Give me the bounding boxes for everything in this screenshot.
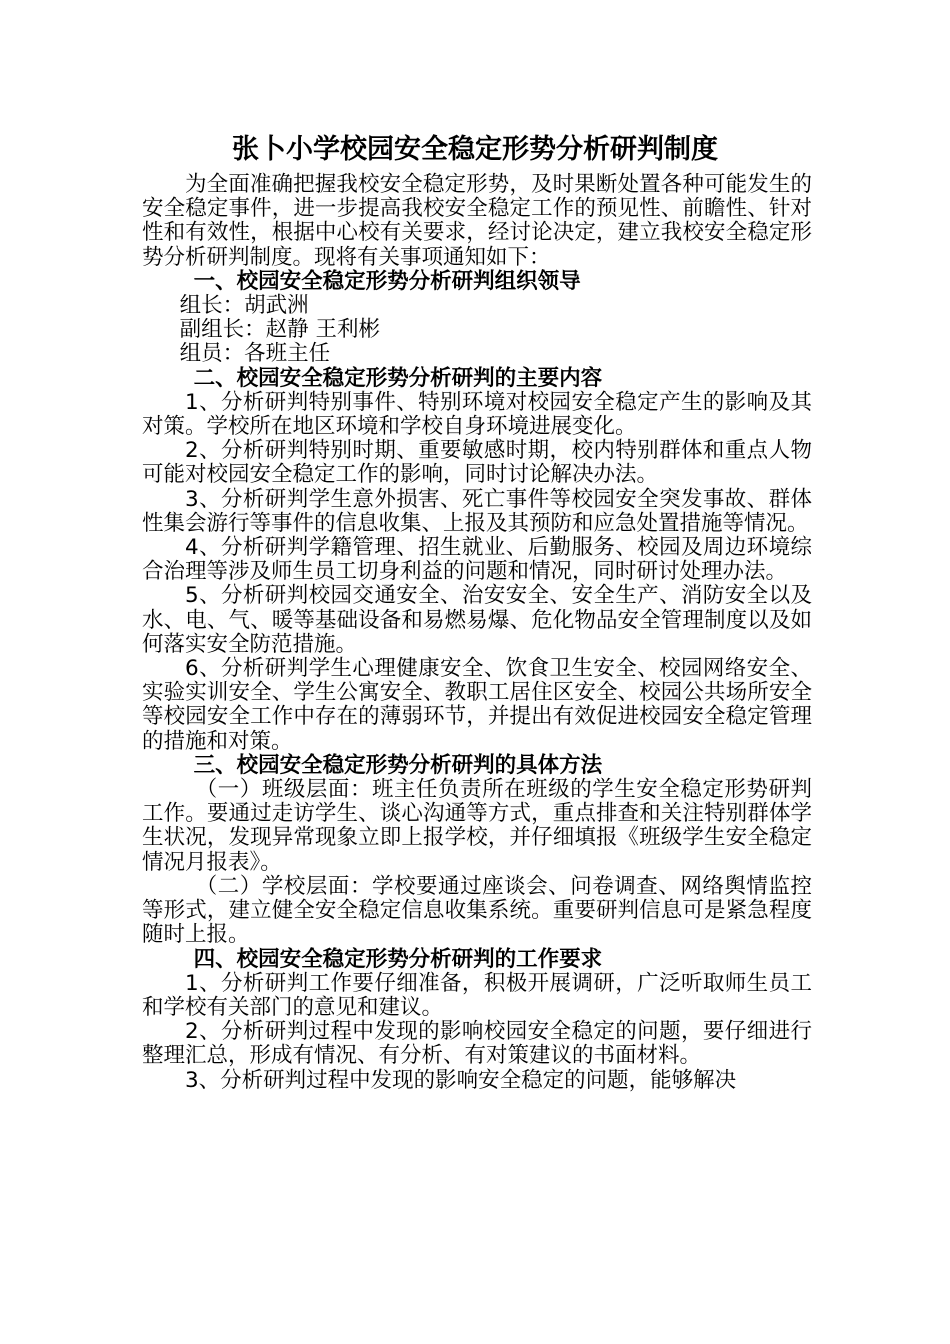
section-2-item-5: 5、分析研判校园交通安全、治安安全、安全生产、消防安全以及水、电、气、暖等基础设备和易燃易爆、危化物品安全管理制度以及如何落实安全防范措施。 (142, 583, 812, 657)
section-3-item-1: （一）班级层面：班主任负责所在班级的学生安全稳定形势研判工作。要通过走访学生、谈心沟通等方式，重点排查和关注特别群体学生状况，发现异常现象立即上报学校，并仔细填报《班级学生安全稳定情况月报表》。 (142, 777, 812, 875)
document-title: 张卜小学校园安全稳定形势分析研判制度 (232, 134, 718, 165)
section-2-item-3: 3、分析研判学生意外损害、死亡事件等校园安全突发事故、群体性集会游行等事件的信息收集、上报及其预防和应急处置措施等情况。 (142, 486, 812, 536)
leader-line: 组长：胡武洲 (179, 293, 309, 319)
document-body (142, 173, 812, 1093)
section-1-heading: 一、校园安全稳定形势分析研判组织领导 (193, 268, 581, 294)
section-4-item-1: 1、分析研判工作要仔细准备，积极开展调研，广泛听取师生员工和学校有关部门的意见和建议。 (142, 970, 812, 1020)
deputy-leader-line: 副组长：赵静 王利彬 (179, 317, 380, 343)
section-4-item-3: 3、分析研判过程中发现的影响安全稳定的问题，能够解决 (185, 1067, 737, 1093)
members-line: 组员：各班主任 (179, 341, 331, 367)
section-2-item-1: 1、分析研判特别事件、特别环境对校园安全稳定产生的影响及其对策。学校所在地区环境和学校自身环境进展变化。 (142, 389, 812, 440)
section-4-item-2: 2、分析研判过程中发现的影响校园安全稳定的问题，要仔细进行整理汇总，形成有情况、有分析、有对策建议的书面材料。 (142, 1019, 812, 1069)
section-4-heading: 四、校园安全稳定形势分析研判的工作要求 (193, 946, 603, 972)
section-2-item-6: 6、分析研判学生心理健康安全、饮食卫生安全、校园网络安全、实验实训安全、学生公寓安全、教职工居住区安全、校园公共场所安全等校园安全工作中存在的薄弱环节，并提出有效促进校园安全稳定管理的措施和对策。 (142, 656, 812, 754)
section-2-item-2: 2、分析研判特别时期、重要敏感时期，校内特别群体和重点人物可能对校园安全稳定工作的影响，同时讨论解决办法。 (142, 438, 812, 488)
section-2-heading: 二、校园安全稳定形势分析研判的主要内容 (193, 365, 603, 391)
section-3-heading: 三、校园安全稳定形势分析研判的具体方法 (193, 752, 603, 778)
section-3-item-2: （二）学校层面：学校要通过座谈会、问卷调查、网络舆情监控等形式，建立健全安全稳定信息收集系统。重要研判信息可是紧急程度随时上报。 (142, 873, 812, 948)
intro-paragraph: 为全面准确把握我校安全稳定形势，及时果断处置各种可能发生的安全稳定事件，进一步提高我校安全稳定工作的预见性、前瞻性、针对性和有效性，根据中心校有关要求，经讨论决定，建立我校安全稳定形势分析研判制度。现将有关事项通知如下： (142, 172, 812, 270)
section-2-item-4: 4、分析研判学籍管理、招生就业、后勤服务、校园及周边环境综合治理等涉及师生员工切身利益的问题和情况，同时研讨处理办法。 (142, 535, 812, 585)
